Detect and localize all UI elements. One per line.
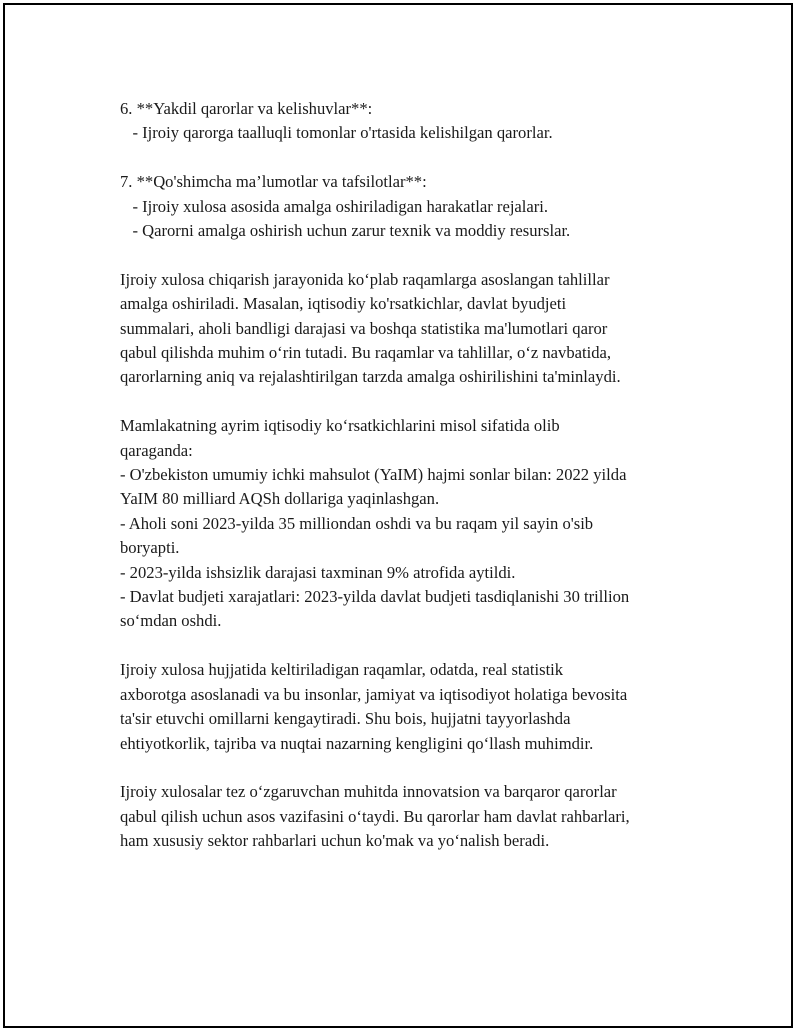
paragraph-line: ehtiyotkorlik, tajriba va nuqtai nazarning kengligini qoʻllash muhimdir. [120, 733, 594, 753]
paragraph-line: axborotga asoslanadi va bu insonlar, jamiyat va iqtisodiyot holatiga bevosita [120, 684, 628, 704]
section-6 [120, 97, 700, 146]
document-body [120, 97, 700, 878]
list-item: - Qarorni amalga oshirish uchun zarur texnik va moddiy resurslar. [120, 221, 571, 241]
paragraph-line: ta'sir etuvchi omillarni kengaytiradi. Shu bois, hujjatni tayyorlashda [120, 709, 571, 729]
paragraph-line: amalga oshiriladi. Masalan, iqtisodiy ko'rsatkichlar, davlat byudjeti [120, 294, 567, 314]
document-page [3, 3, 793, 1028]
section-7 [120, 170, 700, 243]
indicator-item: - 2023-yilda ishsizlik darajasi taxminan 9% atrofida aytildi. [120, 562, 516, 582]
paragraph-line: Ijroiy xulosa chiqarish jarayonida koʻplab raqamlarga asoslangan tahlillar [120, 269, 610, 289]
paragraph-line: qaraganda: [120, 440, 193, 460]
paragraph-line: Ijroiy xulosalar tez oʻzgaruvchan muhitda innovatsion va barqaror qarorlar [120, 782, 617, 802]
list-item: - Ijroiy xulosa asosida amalga oshiriladigan harakatlar rejalari. [120, 196, 549, 216]
paragraph-line: Mamlakatning ayrim iqtisodiy koʻrsatkichlarini misol sifatida olib [120, 416, 560, 436]
paragraph-statistics [120, 658, 700, 756]
indicator-item: - Aholi soni 2023-yilda 35 milliondan oshdi va bu raqam yil sayin o'sib [120, 513, 594, 533]
paragraph-line: ham xususiy sektor rahbarlari uchun ko'mak va yoʻnalish beradi. [120, 831, 550, 851]
paragraph-line: summalari, aholi bandligi darajasi va boshqa statistika ma'lumotlari qaror [120, 318, 608, 338]
indicator-item: - O'zbekiston umumiy ichki mahsulot (YaIM) hajmi sonlar bilan: 2022 yilda [120, 465, 627, 485]
paragraph-line: Ijroiy xulosa hujjatida keltiriladigan raqamlar, odatda, real statistik [120, 660, 564, 680]
section-heading: 7. **Qo'shimcha ma’lumotlar va tafsilotlar**: [120, 172, 427, 192]
paragraph-analysis [120, 268, 700, 390]
paragraph-line: qabul qilishda muhim oʻrin tutadi. Bu raqamlar va tahlillar, oʻz navbatida, [120, 343, 612, 363]
paragraph-line: qabul qilish uchun asos vazifasini oʻtaydi. Bu qarorlar ham davlat rahbarlari, [120, 806, 630, 826]
paragraph-indicators [120, 414, 700, 634]
indicator-item: YaIM 80 milliard AQSh dollariga yaqinlashgan. [120, 489, 440, 509]
paragraph-line: qarorlarning aniq va rejalashtirilgan tarzda amalga oshirilishini ta'minlaydi. [120, 367, 621, 387]
paragraph-conclusion [120, 780, 700, 853]
indicator-item: boryapti. [120, 538, 180, 558]
section-heading: 6. **Yakdil qarorlar va kelishuvlar**: [120, 99, 373, 118]
indicator-item: - Davlat budjeti xarajatlari: 2023-yilda davlat budjeti tasdiqlanishi 30 trillion [120, 587, 630, 607]
list-item: - Ijroiy qarorga taalluqli tomonlar o'rtasida kelishilgan qarorlar. [120, 123, 553, 143]
indicator-item: soʻmdan oshdi. [120, 611, 222, 631]
